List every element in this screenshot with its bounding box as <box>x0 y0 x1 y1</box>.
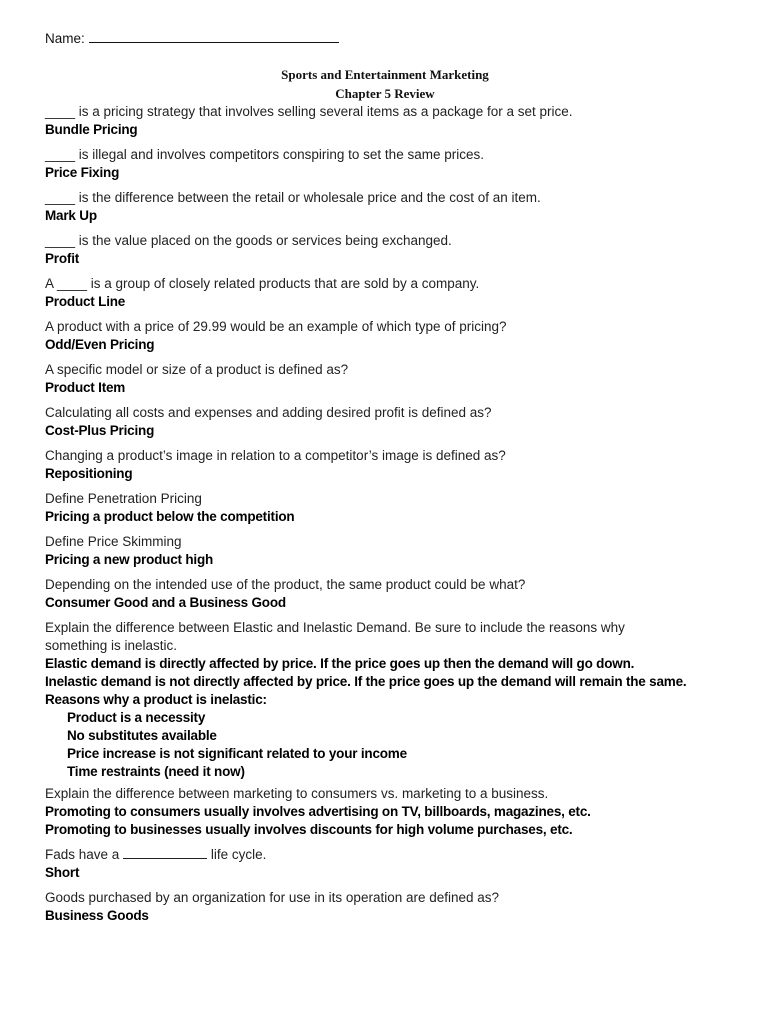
answer-text: Promoting to consumers usually involves advertising on TV, billboards, magazines, etc. <box>45 804 591 819</box>
question-text: A specific model or size of a product is defined as? <box>45 362 349 377</box>
question-text: A product with a price of 29.99 would be an example of which type of pricing? <box>45 319 507 334</box>
qa-item <box>45 275 725 311</box>
reason-item: Time restraints (need it now) <box>67 764 245 779</box>
reason-item: Price increase is not significant related to your income <box>67 746 407 761</box>
qa-item <box>45 447 725 483</box>
question-suffix: life cycle. <box>210 847 267 862</box>
worksheet-subtitle: Chapter 5 Review <box>335 86 435 101</box>
answer-text: Price Fixing <box>45 165 120 180</box>
qa-item-marketing <box>45 785 725 839</box>
qa-item <box>45 404 725 440</box>
question-text: ____ is the difference between the retail or wholesale price and the cost of an item. <box>45 190 541 205</box>
qa-item <box>45 146 725 182</box>
answer-text: Consumer Good and a Business Good <box>45 595 286 610</box>
answer-text: Repositioning <box>45 466 133 481</box>
answer-text: Bundle Pricing <box>45 122 138 137</box>
answer-text: Pricing a product below the competition <box>45 509 295 524</box>
question-text: Depending on the intended use of the product, the same product could be what? <box>45 577 526 592</box>
answer-text: Business Goods <box>45 908 149 923</box>
answer-text: Short <box>45 865 80 880</box>
qa-item <box>45 232 725 268</box>
question-prefix: Fads have a <box>45 847 120 862</box>
qa-item-business-goods <box>45 889 725 925</box>
qa-item <box>45 318 725 354</box>
question-text <box>45 846 725 864</box>
qa-item <box>45 533 725 569</box>
answer-text: Profit <box>45 251 80 266</box>
answer-text: Product Line <box>45 294 126 309</box>
question-text: Goods purchased by an organization for use in its operation are defined as? <box>45 890 500 905</box>
answer-text: Odd/Even Pricing <box>45 337 155 352</box>
answer-blank <box>123 847 207 859</box>
question-text: ____ is a pricing strategy that involves selling several items as a package for a set price. <box>45 104 573 119</box>
reason-item: No substitutes available <box>67 728 217 743</box>
qa-item <box>45 103 725 139</box>
question-text: Changing a product’s image in relation to a competitor’s image is defined as? <box>45 448 506 463</box>
qa-item <box>45 576 725 612</box>
question-text: Calculating all costs and expenses and adding desired profit is defined as? <box>45 405 492 420</box>
answer-text: Mark Up <box>45 208 97 223</box>
answer-text: Pricing a new product high <box>45 552 214 567</box>
qa-item <box>45 189 725 225</box>
qa-item-fads <box>45 846 725 882</box>
qa-item <box>45 490 725 526</box>
question-text: ____ is the value placed on the goods or services being exchanged. <box>45 233 452 248</box>
answer-text: Reasons why a product is inelastic: <box>45 692 267 707</box>
question-text: Explain the difference between marketing to consumers vs. marketing to a business. <box>45 786 549 801</box>
answer-text: Elastic demand is directly affected by price. If the price goes up then the demand will go down. <box>45 656 635 671</box>
question-text: Define Penetration Pricing <box>45 491 202 506</box>
question-text: something is inelastic. <box>45 638 178 653</box>
question-text: ____ is illegal and involves competitors conspiring to set the same prices. <box>45 147 484 162</box>
qa-item <box>45 361 725 397</box>
answer-text: Inelastic demand is not directly affected by price. If the price goes up the demand will remain the same. <box>45 674 687 689</box>
name-field <box>45 30 339 46</box>
qa-item-demand <box>45 619 725 781</box>
answer-text: Cost-Plus Pricing <box>45 423 155 438</box>
question-text: Define Price Skimming <box>45 534 182 549</box>
question-text: Explain the difference between Elastic and Inelastic Demand. Be sure to include the reasons why <box>45 620 625 635</box>
question-text: A ____ is a group of closely related products that are sold by a company. <box>45 276 480 291</box>
name-blank-line <box>89 30 339 43</box>
answer-text: Product Item <box>45 380 126 395</box>
answer-text: Promoting to businesses usually involves discounts for high volume purchases, etc. <box>45 822 573 837</box>
worksheet-title: Sports and Entertainment Marketing <box>281 67 489 82</box>
reason-item: Product is a necessity <box>67 710 206 725</box>
name-label: Name: <box>45 31 85 46</box>
